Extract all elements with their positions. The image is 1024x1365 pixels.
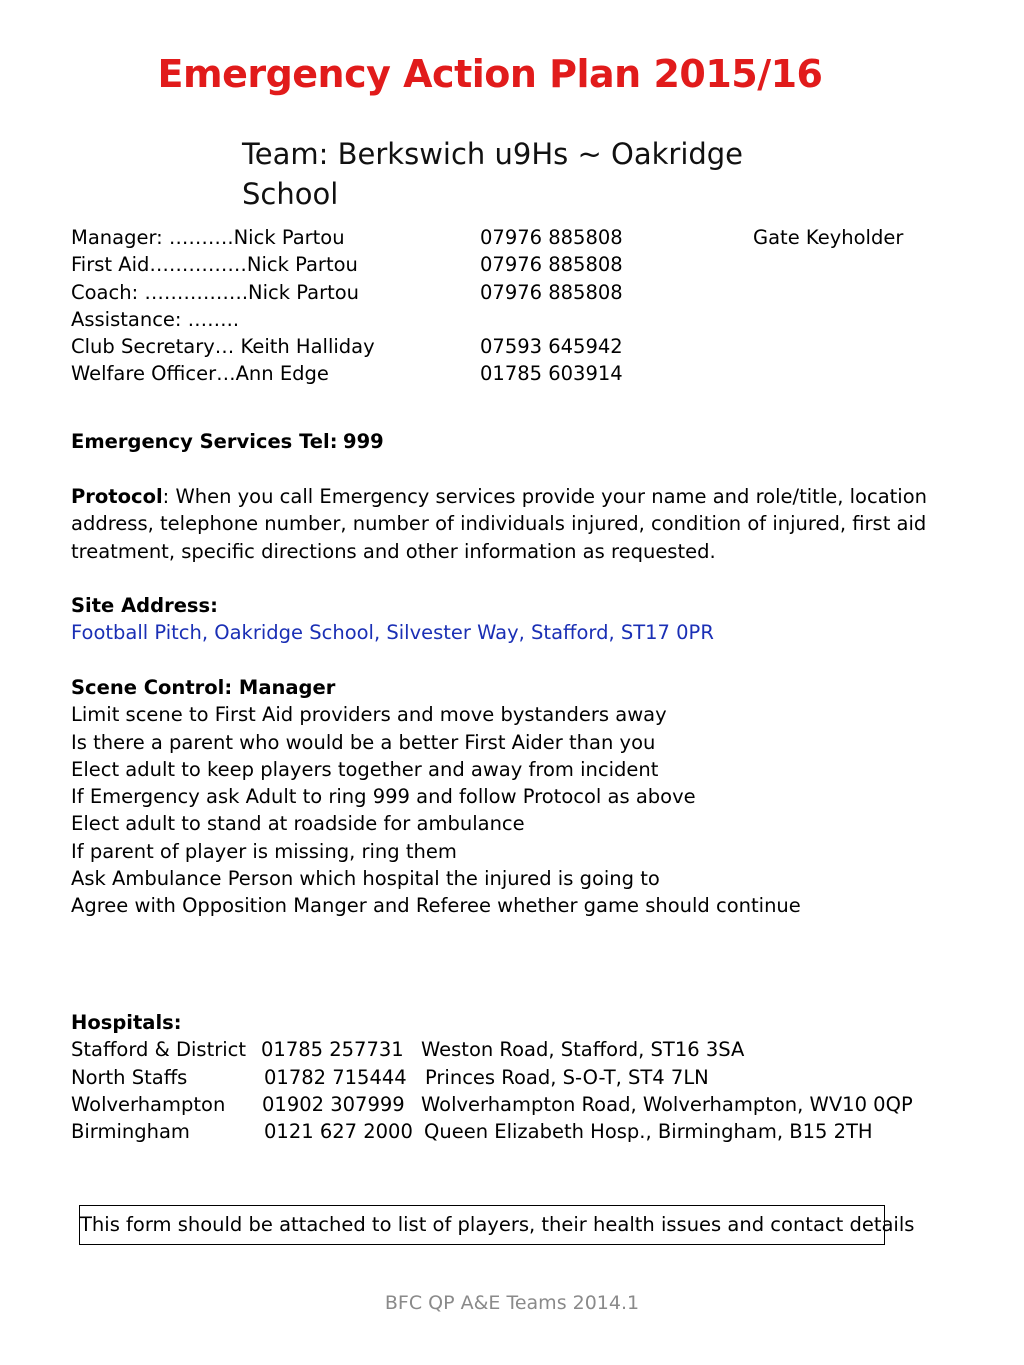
site-address-label: Site Address: — [71, 594, 218, 617]
contact-phone: 07593 645942 — [480, 335, 623, 359]
contact-role-name: Assistance: …….. — [71, 307, 240, 331]
contact-role-name: Manager: ……….Nick Partou — [71, 226, 345, 249]
scene-control-item: Agree with Opposition Manger and Referee whether game should continue — [71, 894, 801, 918]
contact-row — [71, 279, 971, 306]
emergency-number: 999 — [343, 430, 384, 453]
protocol-text: : When you call Emergency services provide your name and role/title, location address, telephone number, number of individuals injured, condition of injured, first aid treatment, specific directions and other information as requested. — [71, 485, 928, 563]
contact-row — [71, 306, 971, 333]
page-title: Emergency Action Plan 2015/16 — [157, 52, 823, 96]
hospital-row — [71, 1064, 971, 1091]
contact-row — [71, 251, 971, 278]
protocol-section — [71, 483, 931, 565]
scene-control-item: If parent of player is missing, ring them — [71, 839, 457, 863]
contact-phone: 07976 885808 — [480, 280, 623, 304]
hospital-phone: 01902 307999 — [262, 1093, 405, 1117]
scene-control-item: Is there a parent who would be a better First Aider than you — [71, 730, 656, 754]
hospital-name: Birmingham — [71, 1120, 190, 1144]
site-address: Football Pitch, Oakridge School, Silvester Way, Stafford, ST17 0PR — [71, 621, 714, 645]
contact-role-name: Coach: …………….Nick Partou — [71, 280, 360, 304]
hospital-name: Wolverhampton — [71, 1093, 226, 1117]
team-name: Team: Berkswich u9Hs ~ Oakridge School — [242, 137, 744, 211]
hospital-phone: 01782 715444 — [264, 1065, 407, 1089]
scene-control-heading: Scene Control: Manager — [71, 676, 336, 699]
hospital-address: Wolverhampton Road, Wolverhampton, WV10 0QP — [421, 1093, 913, 1117]
scene-control-item: Elect adult to keep players together and away from incident — [71, 757, 659, 781]
hospitals-section — [71, 1009, 971, 1146]
hospital-row — [71, 1091, 971, 1118]
contact-phone: 07976 885808 — [480, 253, 623, 277]
contact-phone: 07976 885808 — [480, 226, 623, 249]
hospital-address: Queen Elizabeth Hosp., Birmingham, B15 2TH — [424, 1120, 873, 1144]
contacts-list — [71, 224, 971, 388]
hospitals-heading: Hospitals: — [71, 1011, 182, 1034]
contact-phone: 01785 603914 — [480, 362, 623, 386]
contact-role-name: First Aid……………Nick Partou — [71, 253, 358, 277]
scene-control-item: Ask Ambulance Person which hospital the injured is going to — [71, 867, 660, 891]
scene-control-item: If Emergency ask Adult to ring 999 and follow Protocol as above — [71, 785, 696, 809]
scene-control-item: Elect adult to stand at roadside for ambulance — [71, 812, 525, 836]
hospital-name: North Staffs — [71, 1065, 188, 1089]
contact-row — [71, 224, 971, 251]
site-address-section — [71, 592, 931, 647]
scene-control-item: Limit scene to First Aid providers and move bystanders away — [71, 703, 667, 727]
hospital-row — [71, 1036, 971, 1063]
hospital-address: Princes Road, S-O-T, ST4 7LN — [425, 1065, 709, 1089]
hospital-phone: 0121 627 2000 — [264, 1120, 413, 1144]
contact-note: Gate Keyholder — [753, 226, 904, 249]
hospital-row — [71, 1118, 971, 1145]
emergency-label: Emergency Services Tel: — [71, 430, 338, 453]
scene-control-section — [71, 674, 951, 920]
hospital-phone: 01785 257731 — [261, 1038, 404, 1062]
contact-role-name: Welfare Officer…Ann Edge — [71, 362, 329, 386]
attachment-notice-box: This form should be attached to list of players, their health issues and contact details — [79, 1205, 885, 1245]
emergency-services — [71, 428, 384, 455]
footer-reference: BFC QP A&E Teams 2014.1 — [384, 1292, 640, 1314]
contact-row — [71, 360, 971, 387]
contact-role-name: Club Secretary… Keith Halliday — [71, 335, 375, 359]
hospital-address: Weston Road, Stafford, ST16 3SA — [421, 1038, 745, 1062]
hospital-name: Stafford & District — [71, 1038, 247, 1062]
contact-row — [71, 333, 971, 360]
protocol-label: Protocol — [71, 485, 163, 508]
